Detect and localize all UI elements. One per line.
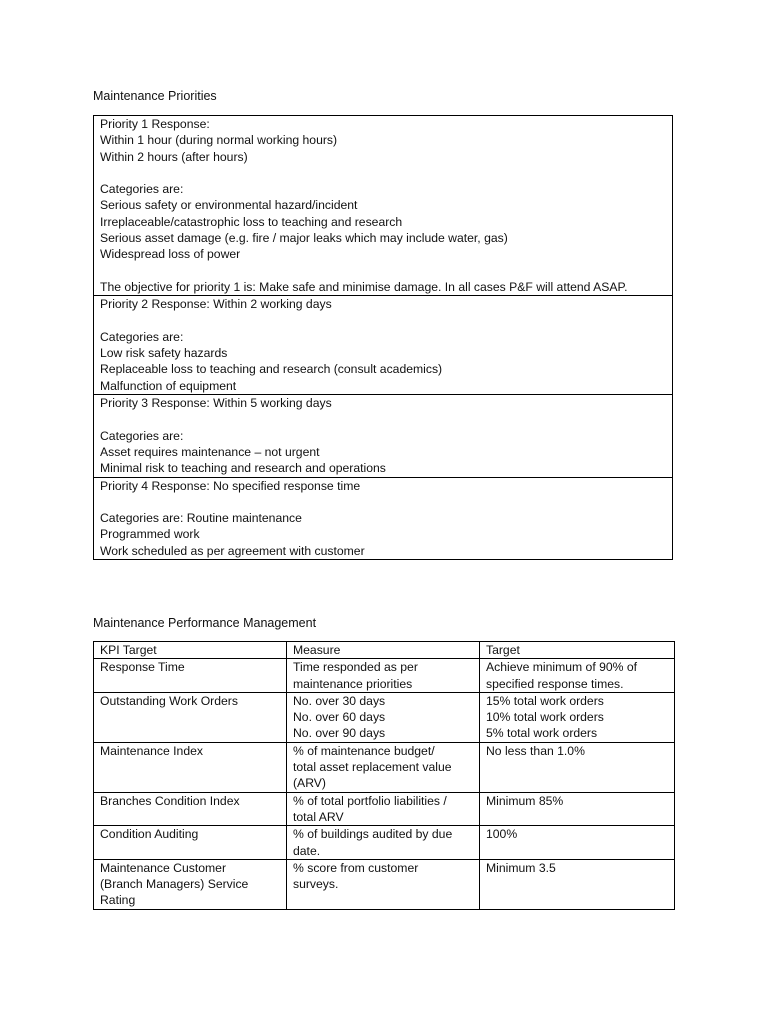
kpi-cell (94, 659, 287, 693)
priority-line: The objective for priority 1 is: Make safe and minimise damage. In all cases P&F will attend ASAP. (100, 279, 628, 294)
measure-cell (287, 792, 480, 826)
kpi-cell (94, 859, 287, 909)
cell-line: Time responded as per (293, 660, 418, 675)
measure-cell (287, 659, 480, 693)
priority-line: Categories are: (100, 428, 184, 443)
blank-line (100, 165, 666, 181)
cell-line: Condition Auditing (100, 827, 199, 842)
priority-line: Within 1 hour (during normal working hours) (100, 133, 338, 148)
priority-line: Replaceable loss to teaching and research (consult academics) (100, 362, 443, 377)
table-row (94, 742, 675, 792)
cell-line: % of buildings audited by due (293, 827, 453, 842)
cell-line: Minimum 3.5 (486, 860, 556, 875)
table-row (94, 859, 675, 909)
cell-line: % score from customer (293, 860, 419, 875)
priority-line: Widespread loss of power (100, 247, 241, 262)
cell-line: Maintenance Customer (100, 860, 226, 875)
target-cell (480, 659, 675, 693)
priority-line: Malfunction of equipment (100, 378, 237, 393)
priority-block (94, 116, 672, 296)
target-cell (480, 859, 675, 909)
kpi-cell (94, 692, 287, 742)
cell-line: Achieve minimum of 90% of (486, 660, 638, 675)
blank-line (100, 263, 666, 279)
cell-line: No less than 1.0% (486, 743, 585, 758)
cell-line: Branches Condition Index (100, 793, 240, 808)
table-header-row (94, 642, 675, 659)
priority-block (94, 296, 672, 395)
target-cell (480, 792, 675, 826)
cell-line: (Branch Managers) Service (100, 877, 249, 892)
target-cell (480, 692, 675, 742)
table-row (94, 659, 675, 693)
column-header-kpi: KPI Target (94, 642, 287, 659)
cell-line: Response Time (100, 660, 185, 675)
cell-line: 100% (486, 827, 518, 842)
priority-line: Categories are: (100, 182, 184, 197)
priority-block (94, 395, 672, 477)
table-row (94, 792, 675, 826)
priority-block (94, 478, 672, 559)
priority-line: Low risk safety hazards (100, 346, 228, 361)
priority-line: Priority 1 Response: (100, 117, 210, 131)
cell-line: 15% total work orders (486, 693, 604, 708)
priority-line: Categories are: Routine maintenance (100, 511, 302, 526)
table-row (94, 826, 675, 860)
measure-cell (287, 742, 480, 792)
cell-line: 5% total work orders (486, 726, 598, 741)
kpi-cell (94, 742, 287, 792)
cell-line: Rating (100, 893, 136, 908)
cell-line: Minimum 85% (486, 793, 564, 808)
priority-line: Serious safety or environmental hazard/incident (100, 198, 358, 213)
target-cell (480, 826, 675, 860)
table-row (94, 692, 675, 742)
priority-line: Priority 3 Response: Within 5 working days (100, 396, 332, 411)
priority-line: Asset requires maintenance – not urgent (100, 444, 320, 459)
cell-line: % of total portfolio liabilities / (293, 793, 447, 808)
column-header-measure: Measure (287, 642, 480, 659)
measure-cell (287, 826, 480, 860)
cell-line: Maintenance Index (100, 743, 203, 758)
measure-cell (287, 859, 480, 909)
priority-line: Programmed work (100, 527, 200, 542)
cell-line: date. (293, 843, 321, 858)
cell-line: Outstanding Work Orders (100, 693, 238, 708)
kpi-table (93, 641, 675, 910)
cell-line: (ARV) (293, 776, 326, 791)
priority-line: Minimal risk to teaching and research and operations (100, 461, 386, 476)
priority-line: Irreplaceable/catastrophic loss to teaching and research (100, 214, 403, 229)
priorities-table (93, 115, 673, 560)
cell-line: No. over 90 days (293, 726, 386, 741)
cell-line: specified response times. (486, 676, 624, 691)
cell-line: No. over 60 days (293, 710, 386, 725)
blank-line (100, 411, 666, 427)
priority-line: Categories are: (100, 329, 184, 344)
kpi-cell (94, 826, 287, 860)
cell-line: maintenance priorities (293, 676, 413, 691)
priority-line: Priority 2 Response: Within 2 working days (100, 297, 332, 312)
target-cell (480, 742, 675, 792)
kpi-cell (94, 792, 287, 826)
measure-cell (287, 692, 480, 742)
cell-line: % of maintenance budget/ (293, 743, 435, 758)
cell-line: 10% total work orders (486, 710, 604, 725)
cell-line: total asset replacement value (293, 760, 452, 775)
cell-line: surveys. (293, 877, 339, 892)
priorities-title: Maintenance Priorities (93, 89, 217, 103)
performance-title: Maintenance Performance Management (93, 616, 317, 630)
cell-line: No. over 30 days (293, 693, 386, 708)
priority-line: Within 2 hours (after hours) (100, 149, 248, 164)
blank-line (100, 494, 666, 510)
cell-line: total ARV (293, 809, 344, 824)
priority-line: Work scheduled as per agreement with customer (100, 543, 365, 558)
blank-line (100, 313, 666, 329)
priority-line: Priority 4 Response: No specified response time (100, 478, 361, 493)
priority-line: Serious asset damage (e.g. fire / major leaks which may include water, gas) (100, 231, 508, 246)
column-header-target: Target (480, 642, 675, 659)
